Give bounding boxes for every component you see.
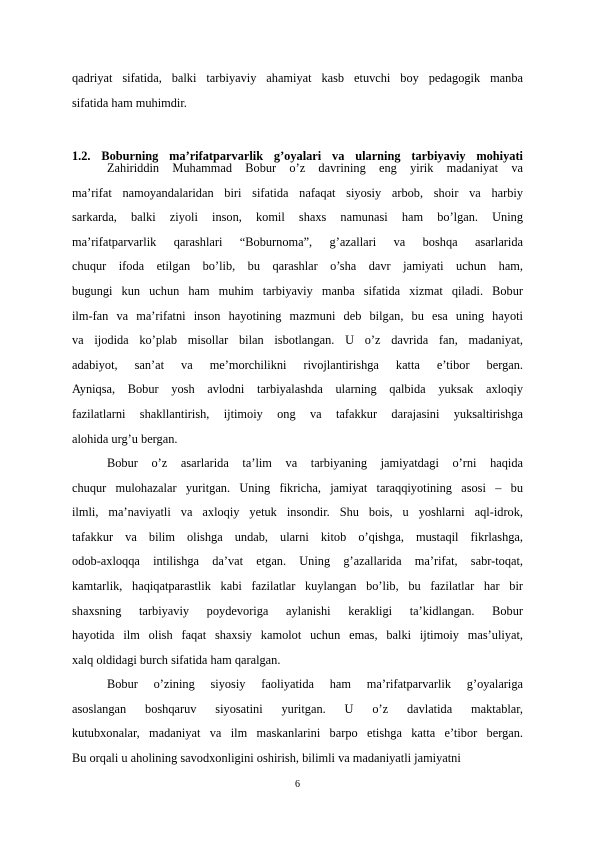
text-line: Bobur o’zining siyosiy faoliyatida ham ma’rifatparvarlik g’oyalariga (107, 677, 523, 691)
text-line: tafakkur va bilim olishga undab, ularni kitob o’qishga, mustaqil fikrlashga, (72, 529, 523, 544)
text-line: fazilatlarni shakllantirish, ijtimoiy ong va tafakkur darajasini yuksaltirishga (72, 407, 523, 421)
text-line: asoslangan boshqaruv siyosatini yuritgan. U o’z davlatida maktablar, (72, 701, 523, 716)
text-line: kamtarlik, haqiqatparastlik kabi fazilatlar kuylangan bo’lib, bu fazilatlar har bir (72, 579, 523, 593)
text-line: ma’rifat namoyandalaridan biri sifatida nafaqat siyosiy arbob, shoir va harbiy (72, 185, 523, 200)
text-line: adabiyot, san’at va me’morchilikni rivojlantirishga katta e’tibor bergan. (72, 357, 523, 372)
text-line: chuqur mulohazalar yuritgan. Uning fikricha, jamiyat taraqqiyotining asosi – bu (72, 480, 523, 495)
text-line: Zahiriddin Muhammad Bobur o’z davrining eng yirik madaniyat va (107, 161, 523, 175)
text-line: va ijodida ko’plab misollar bilan isbotlangan. U o’z davrida fan, madaniyat, (72, 333, 523, 348)
text-line: qadriyat sifatida, balki tarbiyaviy ahamiyat kasb etuvchi boy pedagogik manba (72, 71, 523, 85)
text-line: odob-axloqqa intilishga da’vat etgan. Uning g’azallarida ma’rifat, sabr-toqat, (72, 554, 523, 569)
text-line: chuqur ifoda etilgan bo’lib, bu qarashlar o’sha davr jamiyati uchun ham, (72, 259, 523, 274)
text-line: Bu orqali u aholining savodxonligini oshirish, bilimli va madaniyatli jamiyatni (72, 750, 461, 765)
text-line: shaxsning tarbiyaviy poydevoriga aylanishi kerakligi ta’kidlangan. Bobur (72, 603, 523, 618)
text-line: alohida urg’u bergan. (72, 431, 178, 446)
text-line: Bobur o’z asarlarida ta’lim va tarbiyaning jamiyatdagi o’rni haqida (107, 456, 523, 470)
text-line: Ayniqsa, Bobur yosh avlodni tarbiyalashda ularning qalbida yuksak axloqiy (72, 382, 523, 397)
text-line: ilmli, ma’naviyatli va axloqiy yetuk insondir. Shu bois, u yoshlarni aql-idrok, (72, 505, 523, 520)
text-line: sarkarda, balki ziyoli inson, komil shaxs namunasi ham bo’lgan. Uning (72, 210, 523, 225)
text-line: kutubxonalar, madaniyat va ilm maskanlarini barpo etishga katta e’tibor bergan. (72, 726, 523, 741)
text-line: ma’rifatparvarlik qarashlari “Boburnoma”, g’azallari va boshqa asarlarida (72, 234, 523, 249)
section-heading: 1.2. Boburning ma’rifatparvarlik g’oyalari va ularning tarbiyaviy mohiyati (72, 149, 523, 163)
text-line: ilm-fan va ma’rifatni inson hayotining mazmuni deb bilgan, bu esa uning hayoti (72, 308, 523, 323)
text-line: xalq oldidagi burch sifatida ham qaralgan. (72, 652, 281, 667)
text-line: sifatida ham muhimdir. (72, 95, 187, 110)
page-number: 6 (295, 779, 300, 790)
text-line: bugungi kun uchun ham muhim tarbiyaviy manba sifatida xizmat qiladi. Bobur (72, 284, 523, 298)
text-line: hayotida ilm olish faqat shaxsiy kamolot uchun emas, balki ijtimoiy mas’uliyat, (72, 628, 523, 643)
